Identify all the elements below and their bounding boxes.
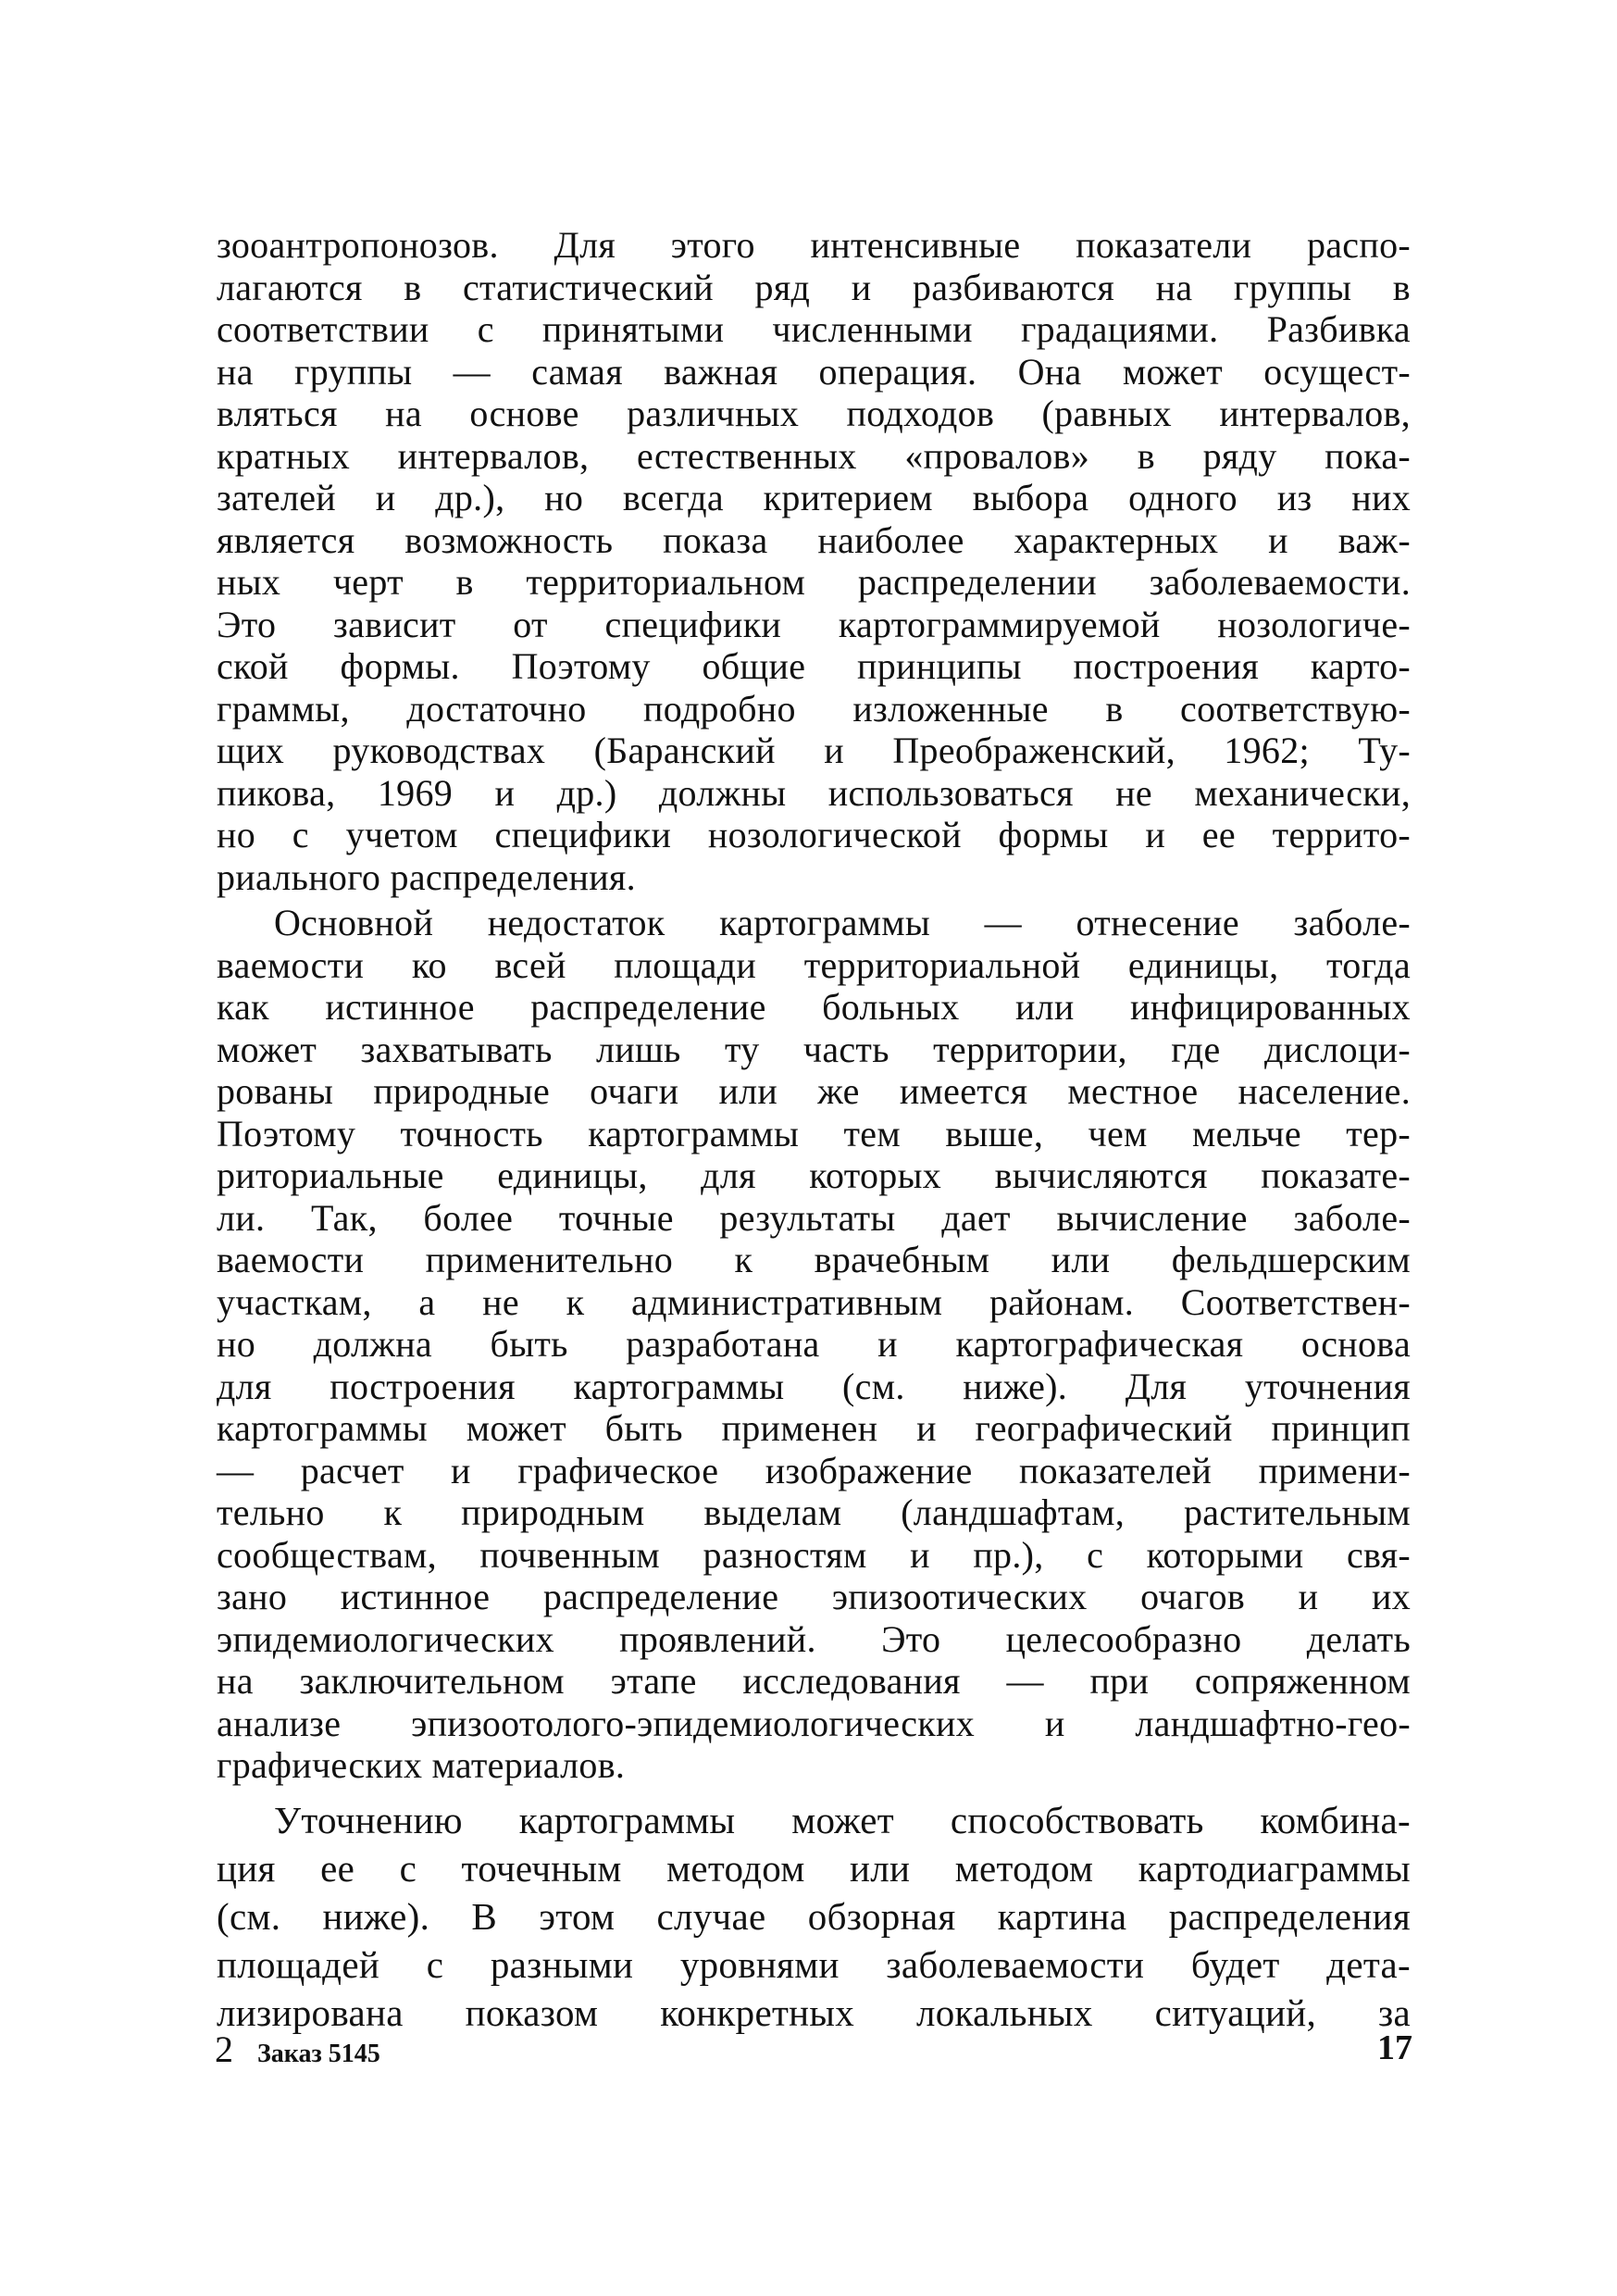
- text-line: сообществам, почвенным разностям и пр.), с которыми свя-: [217, 1533, 1411, 1576]
- text-line: на группы — самая важная операция. Она может осущест-: [217, 350, 1411, 393]
- paragraph-1: [217, 224, 1411, 898]
- text-line: является возможность показа наиболее характерных и важ-: [217, 518, 1411, 561]
- text-line: ваемости применительно к врачебным или фельдшерским: [217, 1239, 1411, 1280]
- signature-number: 2: [215, 2028, 233, 2070]
- text-line: соответствии с принятыми численными градациями. Разбивка: [217, 308, 1411, 350]
- text-line: вляться на основе различных подходов (равных интервалов,: [217, 393, 1411, 434]
- text-line: ных черт в территориальном распределении заболеваемости.: [217, 561, 1411, 603]
- text-line: анализе эпизоотолого-эпидемиологических и ландшафтно-гео-: [217, 1702, 1411, 1744]
- text-line: риториальные единицы, для которых вычисляются показате-: [217, 1154, 1411, 1196]
- text-line: (см. ниже). В этом случае обзорная картина распределения: [217, 1894, 1411, 1938]
- text-line: зано истинное распределение эпизоотических очагов и их: [217, 1576, 1411, 1617]
- text-line: но должна быть разработана и картографическая основа: [217, 1323, 1411, 1365]
- printer-signature: [215, 2028, 380, 2071]
- text-line: пикова, 1969 и др.) должны использоваться не механически,: [217, 771, 1411, 814]
- text-line: как истинное распределение больных или инфицированных: [217, 986, 1411, 1028]
- text-line: для построения картограммы (см. ниже). Для уточнения: [217, 1365, 1411, 1407]
- paragraph-2: [217, 902, 1411, 1787]
- text-line: зателей и др.), но всегда критерием выбора одного из них: [217, 477, 1411, 518]
- text-line: кратных интервалов, естественных «провалов» в ряду пока-: [217, 434, 1411, 477]
- text-line: участкам, а не к административным районам. Соответствен-: [217, 1280, 1411, 1323]
- text-line: зооантропонозов. Для этого интенсивные показатели распо-: [217, 224, 1411, 266]
- text-line: щих руководствах (Баранский и Преображенский, 1962; Ту-: [217, 730, 1411, 771]
- text-line: Поэтому точность картограммы тем выше, чем мельче тер-: [217, 1112, 1411, 1154]
- text-line: эпидемиологических проявлений. Это целесообразно делать: [217, 1617, 1411, 1660]
- page-number: 17: [1377, 2028, 1412, 2067]
- order-label: Заказ 5145: [257, 2040, 380, 2068]
- text-line: на заключительном этапе исследования — при сопряженном: [217, 1660, 1411, 1702]
- text-line: может захватывать лишь ту часть территории, где дислоци-: [217, 1028, 1411, 1070]
- text-line: тельно к природным выделам (ландшафтам, растительным: [217, 1491, 1411, 1533]
- paragraph-3: [217, 1796, 1411, 2037]
- text-line: площадей с разными уровнями заболеваемости будет дета-: [217, 1942, 1411, 1986]
- text-line: ской формы. Поэтому общие принципы построения карто-: [217, 645, 1411, 687]
- text-line: Основной недостаток картограммы — отнесение заболе-: [274, 902, 1411, 943]
- text-line: лагаются в статистический ряд и разбиваются на группы в: [217, 266, 1411, 308]
- text-line: графических материалов.: [217, 1744, 626, 1786]
- text-line: рованы природные очаги или же имеется местное население.: [217, 1070, 1411, 1112]
- text-line: — расчет и графическое изображение показателей примени-: [217, 1449, 1411, 1491]
- text-line: картограммы может быть применен и географический принцип: [217, 1407, 1411, 1449]
- text-line: Уточнению картограммы может способствовать комбина-: [274, 1798, 1411, 1841]
- text-line: Это зависит от специфики картограммируемой нозологиче-: [217, 603, 1411, 645]
- text-line: но с учетом специфики нозологической формы и ее террито-: [217, 814, 1411, 855]
- text-line: ция ее с точечным методом или методом картодиаграммы: [217, 1846, 1411, 1890]
- page-text: [217, 224, 1411, 2037]
- text-line: ваемости ко всей площади территориальной единицы, тогда: [217, 943, 1411, 986]
- text-line: граммы, достаточно подробно изложенные в соответствую-: [217, 687, 1411, 730]
- text-line: ли. Так, более точные результаты дает вычисление заболе-: [217, 1196, 1411, 1239]
- text-line: лизирована показом конкретных локальных ситуаций, за: [217, 1990, 1411, 2034]
- text-line: риального распределения.: [217, 855, 636, 898]
